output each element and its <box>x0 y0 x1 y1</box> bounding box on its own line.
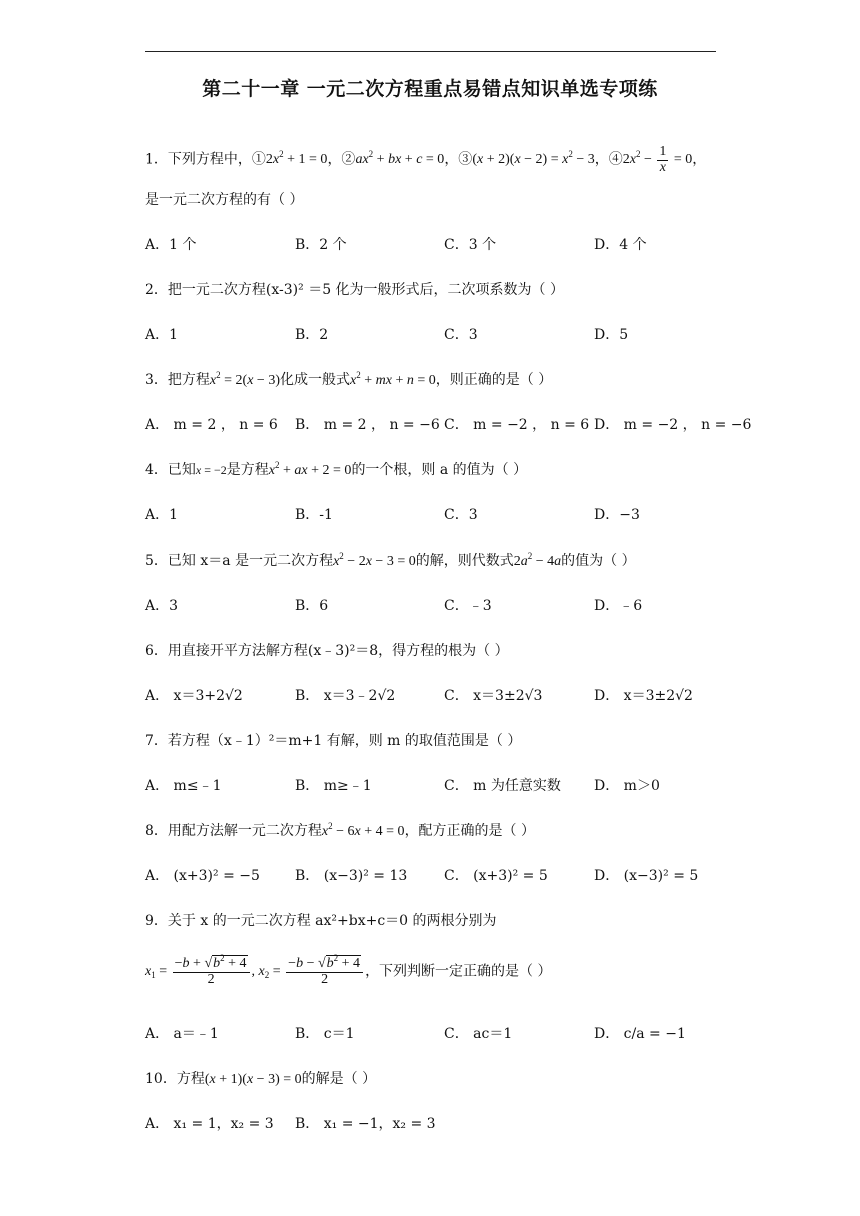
option-b: B． m≥﹣1 <box>295 778 372 794</box>
stem-text: ，② <box>327 151 356 168</box>
option-d: D．−3 <box>594 507 640 523</box>
equation-2: $x^2$ + ax + 2 = 0 <box>268 460 352 478</box>
stem-text: ．下列方程中，① <box>153 151 266 168</box>
equation-2: $ax^2$ + bx + c = 0 <box>355 149 445 168</box>
question-4-stem <box>145 458 527 483</box>
stem-text: ．把方程 <box>153 372 210 388</box>
option-d: D．4 个 <box>594 237 647 253</box>
stem-text: ．方程 <box>162 1071 205 1087</box>
equation-1: $x^2 - 2x - 3 = 0$ <box>333 551 416 569</box>
option-b: B．6 <box>295 598 329 614</box>
question-8-stem <box>145 819 535 844</box>
option-c: C． m 为任意实数 <box>444 778 561 794</box>
question-1-stem-cont: 是一元二次方程的有（ ） <box>145 192 304 208</box>
question-number: 6 <box>145 643 154 659</box>
question-number: 9 <box>145 913 154 929</box>
option-b: B． m = 2 ， n = −6 <box>295 417 440 433</box>
option-b: B． x＝3﹣2√2 <box>295 688 396 704</box>
stem-text: 化成一般式 <box>279 372 350 388</box>
question-number: 10 <box>145 1071 163 1087</box>
option-a: A． m = 2 ， n = 6 <box>145 417 278 433</box>
option-a: A．1 <box>145 507 179 523</box>
option-d: D． m = −2 ， n = −6 <box>594 417 752 433</box>
stem-text: ，④ <box>594 151 623 168</box>
option-b: B．-1 <box>295 507 333 523</box>
option-a: A．1 个 <box>145 237 197 253</box>
option-c: C．3 个 <box>444 237 497 253</box>
equation-1: $x^2 - 6x + 4 = 0$ <box>321 821 405 839</box>
top-rule <box>145 51 716 52</box>
question-10-stem <box>145 1067 376 1092</box>
stem-text: ．已知 <box>153 462 196 478</box>
question-number: 8 <box>145 823 154 839</box>
equation-1: $x^2 = 2(x - 3)$ <box>209 370 280 388</box>
equation-3: $(x + 2)(x - 2) = x^2 - 3$ <box>472 149 595 168</box>
option-a: A．3 <box>145 598 179 614</box>
question-2-stem <box>145 278 564 302</box>
option-d: D． c/a = −1 <box>594 1026 686 1042</box>
stem-text: ．把一元二次方程(x-3)² ＝5 化为一般形式后，二次项系数为（ ） <box>153 282 565 298</box>
option-a: A．1 <box>145 327 179 343</box>
question-5-stem <box>145 549 636 574</box>
option-a: A． x＝3+2√2 <box>145 688 243 704</box>
option-a: A． x₁ = 1，x₂ = 3 <box>145 1116 274 1132</box>
question-1-stem <box>145 145 706 175</box>
stem-text: ．关于 x 的一元二次方程 ax²+bx+c＝0 的两根分别为 <box>153 913 497 929</box>
option-c: C． m = −2 ， n = 6 <box>444 417 590 433</box>
stem-text: ，下列判断一定正确的是（ ） <box>365 963 552 980</box>
question-number: 3 <box>145 372 154 388</box>
stem-text: ，配方正确的是（ ） <box>404 823 536 839</box>
stem-text: ．若方程（x﹣1）²＝m+1 有解，则 m 的取值范围是（ ） <box>153 733 522 749</box>
option-a: A． a＝﹣1 <box>145 1026 219 1042</box>
stem-text: ，③ <box>444 151 473 168</box>
option-a: A． m≤﹣1 <box>145 778 222 794</box>
stem-text: 的值为（ ） <box>561 553 636 569</box>
stem-text: ，则正确的是（ ） <box>435 372 553 388</box>
equation-4: $2x^2$ − $\frac{1}{x}$ = 0 <box>622 144 693 175</box>
equation-1: x = −2 <box>195 463 227 477</box>
option-c: C． ac＝1 <box>444 1026 513 1042</box>
question-3-stem <box>145 368 552 393</box>
option-b: B． c＝1 <box>295 1026 355 1042</box>
option-a: A． (x+3)² = −5 <box>145 868 260 884</box>
equation-1: $2x^2 + 1 = 0$ <box>265 149 328 168</box>
question-number: 2 <box>145 282 154 298</box>
roots-formula: $x_1$ = $\frac{-b + √b^2 + 4}{2}$ , $x_2$ = $\frac{-b - √b^2 + 4}{2}$ <box>145 964 365 979</box>
option-d: D．﹣6 <box>594 598 643 614</box>
page-title: 第二十一章 一元二次方程重点易错点知识单选专项练 <box>202 78 658 100</box>
question-number: 5 <box>145 553 154 569</box>
stem-text: 的解是（ ） <box>301 1071 377 1087</box>
option-b: B． x₁ = −1，x₂ = 3 <box>295 1116 436 1132</box>
equation-2: $x^2$ + mx + n = 0 <box>349 370 436 388</box>
equation-2: $2a^2 - 4a$ <box>513 551 562 569</box>
stem-text: ．用直接开平方法解方程(x﹣3)²＝8，得方程的根为（ ） <box>153 643 509 659</box>
option-c: C．3 <box>444 327 478 343</box>
option-b: B． (x−3)² = 13 <box>295 868 408 884</box>
option-c: C．3 <box>444 507 478 523</box>
stem-text: ．用配方法解一元二次方程 <box>153 823 322 839</box>
question-7-stem <box>145 729 521 753</box>
stem-text: ， <box>692 151 707 168</box>
question-number: 4 <box>145 462 154 478</box>
option-d: D． (x−3)² = 5 <box>594 868 699 884</box>
stem-text: ．已知 x＝a 是一元二次方程 <box>153 553 334 569</box>
question-number: 1 <box>145 151 154 168</box>
option-c: C． (x+3)² = 5 <box>444 868 548 884</box>
option-b: B．2 个 <box>295 237 347 253</box>
option-d: D． x＝3±2√2 <box>594 688 693 704</box>
question-6-stem <box>145 639 509 663</box>
question-9-stem <box>145 909 497 933</box>
stem-text: 的解，则代数式 <box>415 553 514 569</box>
equation-1: (x + 1)(x − 3) = 0 <box>204 1072 302 1087</box>
question-9-roots <box>145 953 552 987</box>
option-d: D．5 <box>594 327 629 343</box>
stem-text: 的一个根，则 a 的值为（ ） <box>351 462 528 478</box>
option-c: C．﹣3 <box>444 598 492 614</box>
option-d: D． m＞0 <box>594 778 660 794</box>
stem-text: 是方程 <box>226 462 269 478</box>
option-b: B．2 <box>295 327 329 343</box>
option-c: C． x＝3±2√3 <box>444 688 543 704</box>
question-number: 7 <box>145 733 154 749</box>
